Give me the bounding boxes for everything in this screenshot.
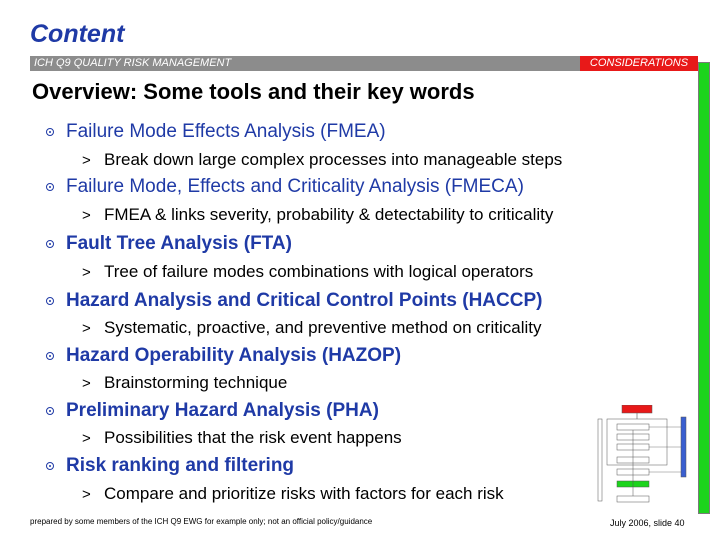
section-subbar	[30, 56, 698, 71]
tool-detail-risk-ranking	[82, 484, 504, 504]
slide-section-title: Content	[30, 20, 125, 48]
tool-detail-fmea	[82, 150, 562, 170]
tool-title: Risk ranking and filtering	[66, 455, 295, 476]
subbar-label: ICH Q9 QUALITY RISK MANAGEMENT	[34, 57, 232, 69]
tool-detail-text: Compare and prioritize risks with factors for each risk	[104, 484, 504, 503]
sub-marker-icon: >	[82, 375, 91, 392]
circle-bullet-icon	[46, 240, 54, 248]
circle-bullet-icon	[46, 128, 54, 136]
tool-detail-text: Systematic, proactive, and preventive method on criticality	[104, 318, 542, 337]
sub-marker-icon: >	[82, 320, 91, 337]
tool-title: Fault Tree Analysis (FTA)	[66, 233, 292, 254]
slide-heading: Overview: Some tools and their key words	[32, 79, 475, 104]
tool-detail-fmeca	[82, 205, 553, 225]
tool-detail-fta	[82, 262, 533, 282]
tool-detail-text: Possibilities that the risk event happens	[104, 428, 402, 447]
tool-detail-text: Tree of failure modes combinations with logical operators	[104, 262, 534, 281]
tool-title: Failure Mode Effects Analysis (FMEA)	[66, 121, 386, 142]
tool-detail-hazop	[82, 373, 287, 393]
tool-detail-pha	[82, 428, 402, 448]
circle-bullet-icon	[46, 462, 54, 470]
tool-detail-text: Break down large complex processes into manageable steps	[104, 150, 563, 169]
subbar-tag: CONSIDERATIONS	[580, 56, 698, 71]
sub-marker-icon: >	[82, 152, 91, 169]
tool-detail-haccp	[82, 318, 541, 338]
sub-marker-icon: >	[82, 430, 91, 447]
tool-title: Hazard Operability Analysis (HAZOP)	[66, 345, 402, 366]
side-accent-bar	[698, 62, 710, 514]
sub-marker-icon: >	[82, 207, 91, 224]
tool-title: Failure Mode, Effects and Criticality Analysis (FMECA)	[66, 176, 524, 197]
tool-detail-text: FMEA & links severity, probability & detectability to criticality	[104, 205, 554, 224]
footer-date-slide: July 2006, slide 40	[610, 518, 685, 528]
risk-management-process-thumbnail	[595, 405, 690, 508]
tool-title: Preliminary Hazard Analysis (PHA)	[66, 400, 379, 421]
footer-disclaimer: prepared by some members of the ICH Q9 EWG for example only; not an official policy/guidance	[30, 517, 373, 526]
sub-marker-icon: >	[82, 264, 91, 281]
sub-marker-icon: >	[82, 486, 91, 503]
circle-bullet-icon	[46, 352, 54, 360]
circle-bullet-icon	[46, 183, 54, 191]
circle-bullet-icon	[46, 297, 54, 305]
circle-bullet-icon	[46, 407, 54, 415]
tool-detail-text: Brainstorming technique	[104, 373, 288, 392]
tool-title: Hazard Analysis and Critical Control Points (HACCP)	[66, 290, 543, 311]
